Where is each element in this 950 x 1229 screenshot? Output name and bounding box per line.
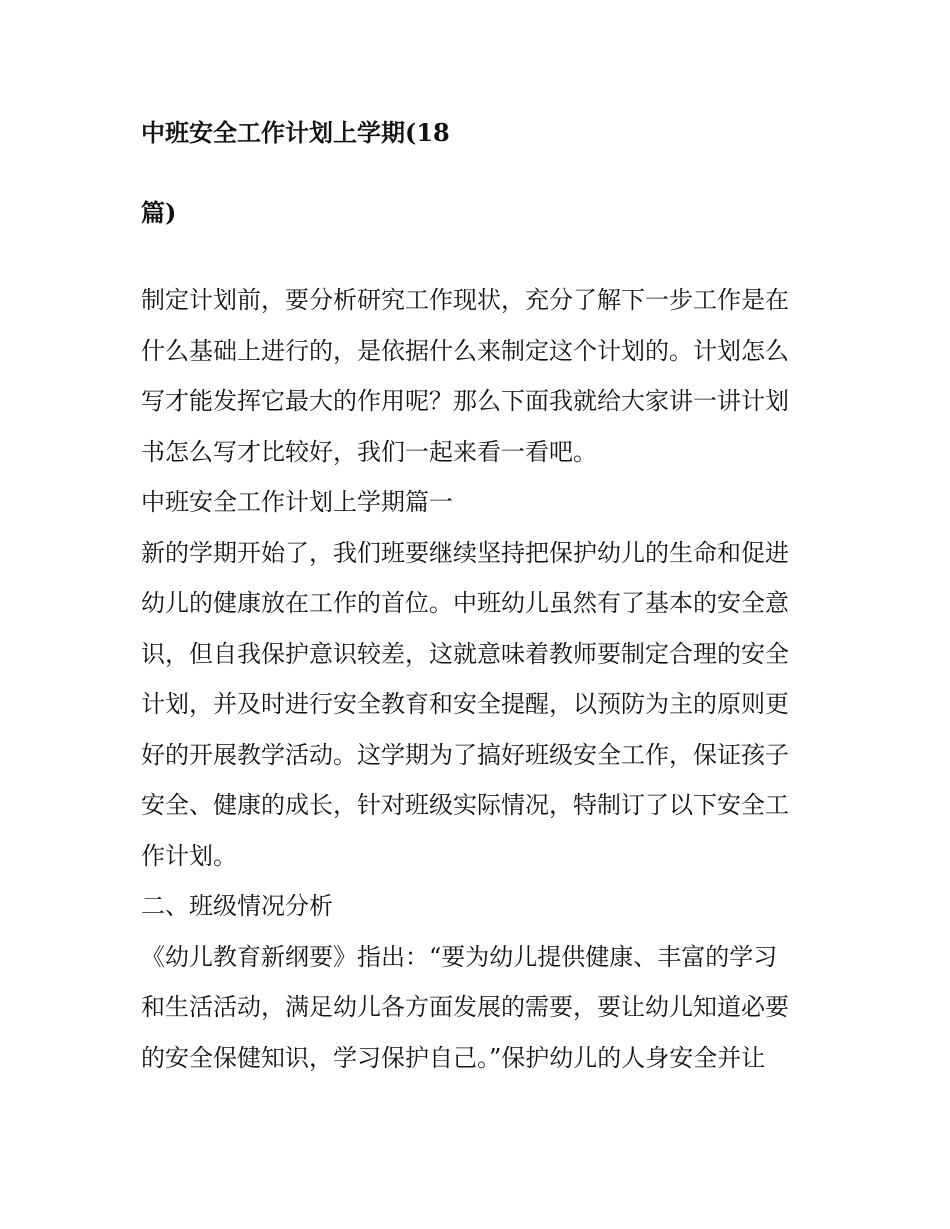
text-line: 作计划。 bbox=[141, 841, 237, 870]
text-line: 安全、健康的成长，针对班级实际情况，特制订了以下安全工 bbox=[141, 791, 789, 819]
text-line: 书怎么写才比较好，我们一起来看一看吧。 bbox=[141, 437, 597, 466]
document-body bbox=[141, 275, 821, 1083]
text-line: 的安全保健知识，学习保护自己。”保护幼儿的人身安全并让 bbox=[141, 1043, 766, 1072]
text-line: 幼儿的健康放在工作的首位。中班幼儿虽然有了基本的安全意 bbox=[141, 589, 789, 617]
document-title bbox=[141, 108, 821, 268]
text-line: 识，但自我保护意识较差，这就意味着教师要制定合理的安全 bbox=[141, 639, 789, 668]
text-line: 计划，并及时进行安全教育和安全提醒，以预防为主的原则更 bbox=[141, 690, 789, 718]
section-heading: 二、班级情况分析 bbox=[141, 892, 333, 920]
section-heading: 中班安全工作计划上学期篇一 bbox=[141, 488, 453, 516]
text-line: 新的学期开始了，我们班要继续坚持把保护幼儿的生命和促进 bbox=[141, 538, 789, 567]
title-line: 篇) bbox=[141, 198, 177, 227]
text-line: 《幼儿教育新纲要》指出：“要为幼儿提供健康、丰富的学习 bbox=[141, 942, 778, 971]
text-line: 好的开展教学活动。这学期为了搞好班级安全工作，保证孩子 bbox=[141, 740, 789, 769]
section1-paragraph bbox=[141, 528, 821, 882]
intro-paragraph bbox=[141, 275, 821, 477]
text-line: 和生活活动，满足幼儿各方面发展的需要，要让幼儿知道必要 bbox=[141, 993, 789, 1021]
text-line: 写才能发挥它最大的作用呢？那么下面我就给大家讲一讲计划 bbox=[141, 387, 789, 415]
title-line: 中班安全工作计划上学期(18 bbox=[141, 118, 450, 147]
text-line: 制定计划前，要分析研究工作现状，充分了解下一步工作是在 bbox=[141, 286, 789, 314]
section2-paragraph bbox=[141, 932, 821, 1084]
text-line: 什么基础上进行的，是依据什么来制定这个计划的。计划怎么 bbox=[141, 336, 789, 365]
